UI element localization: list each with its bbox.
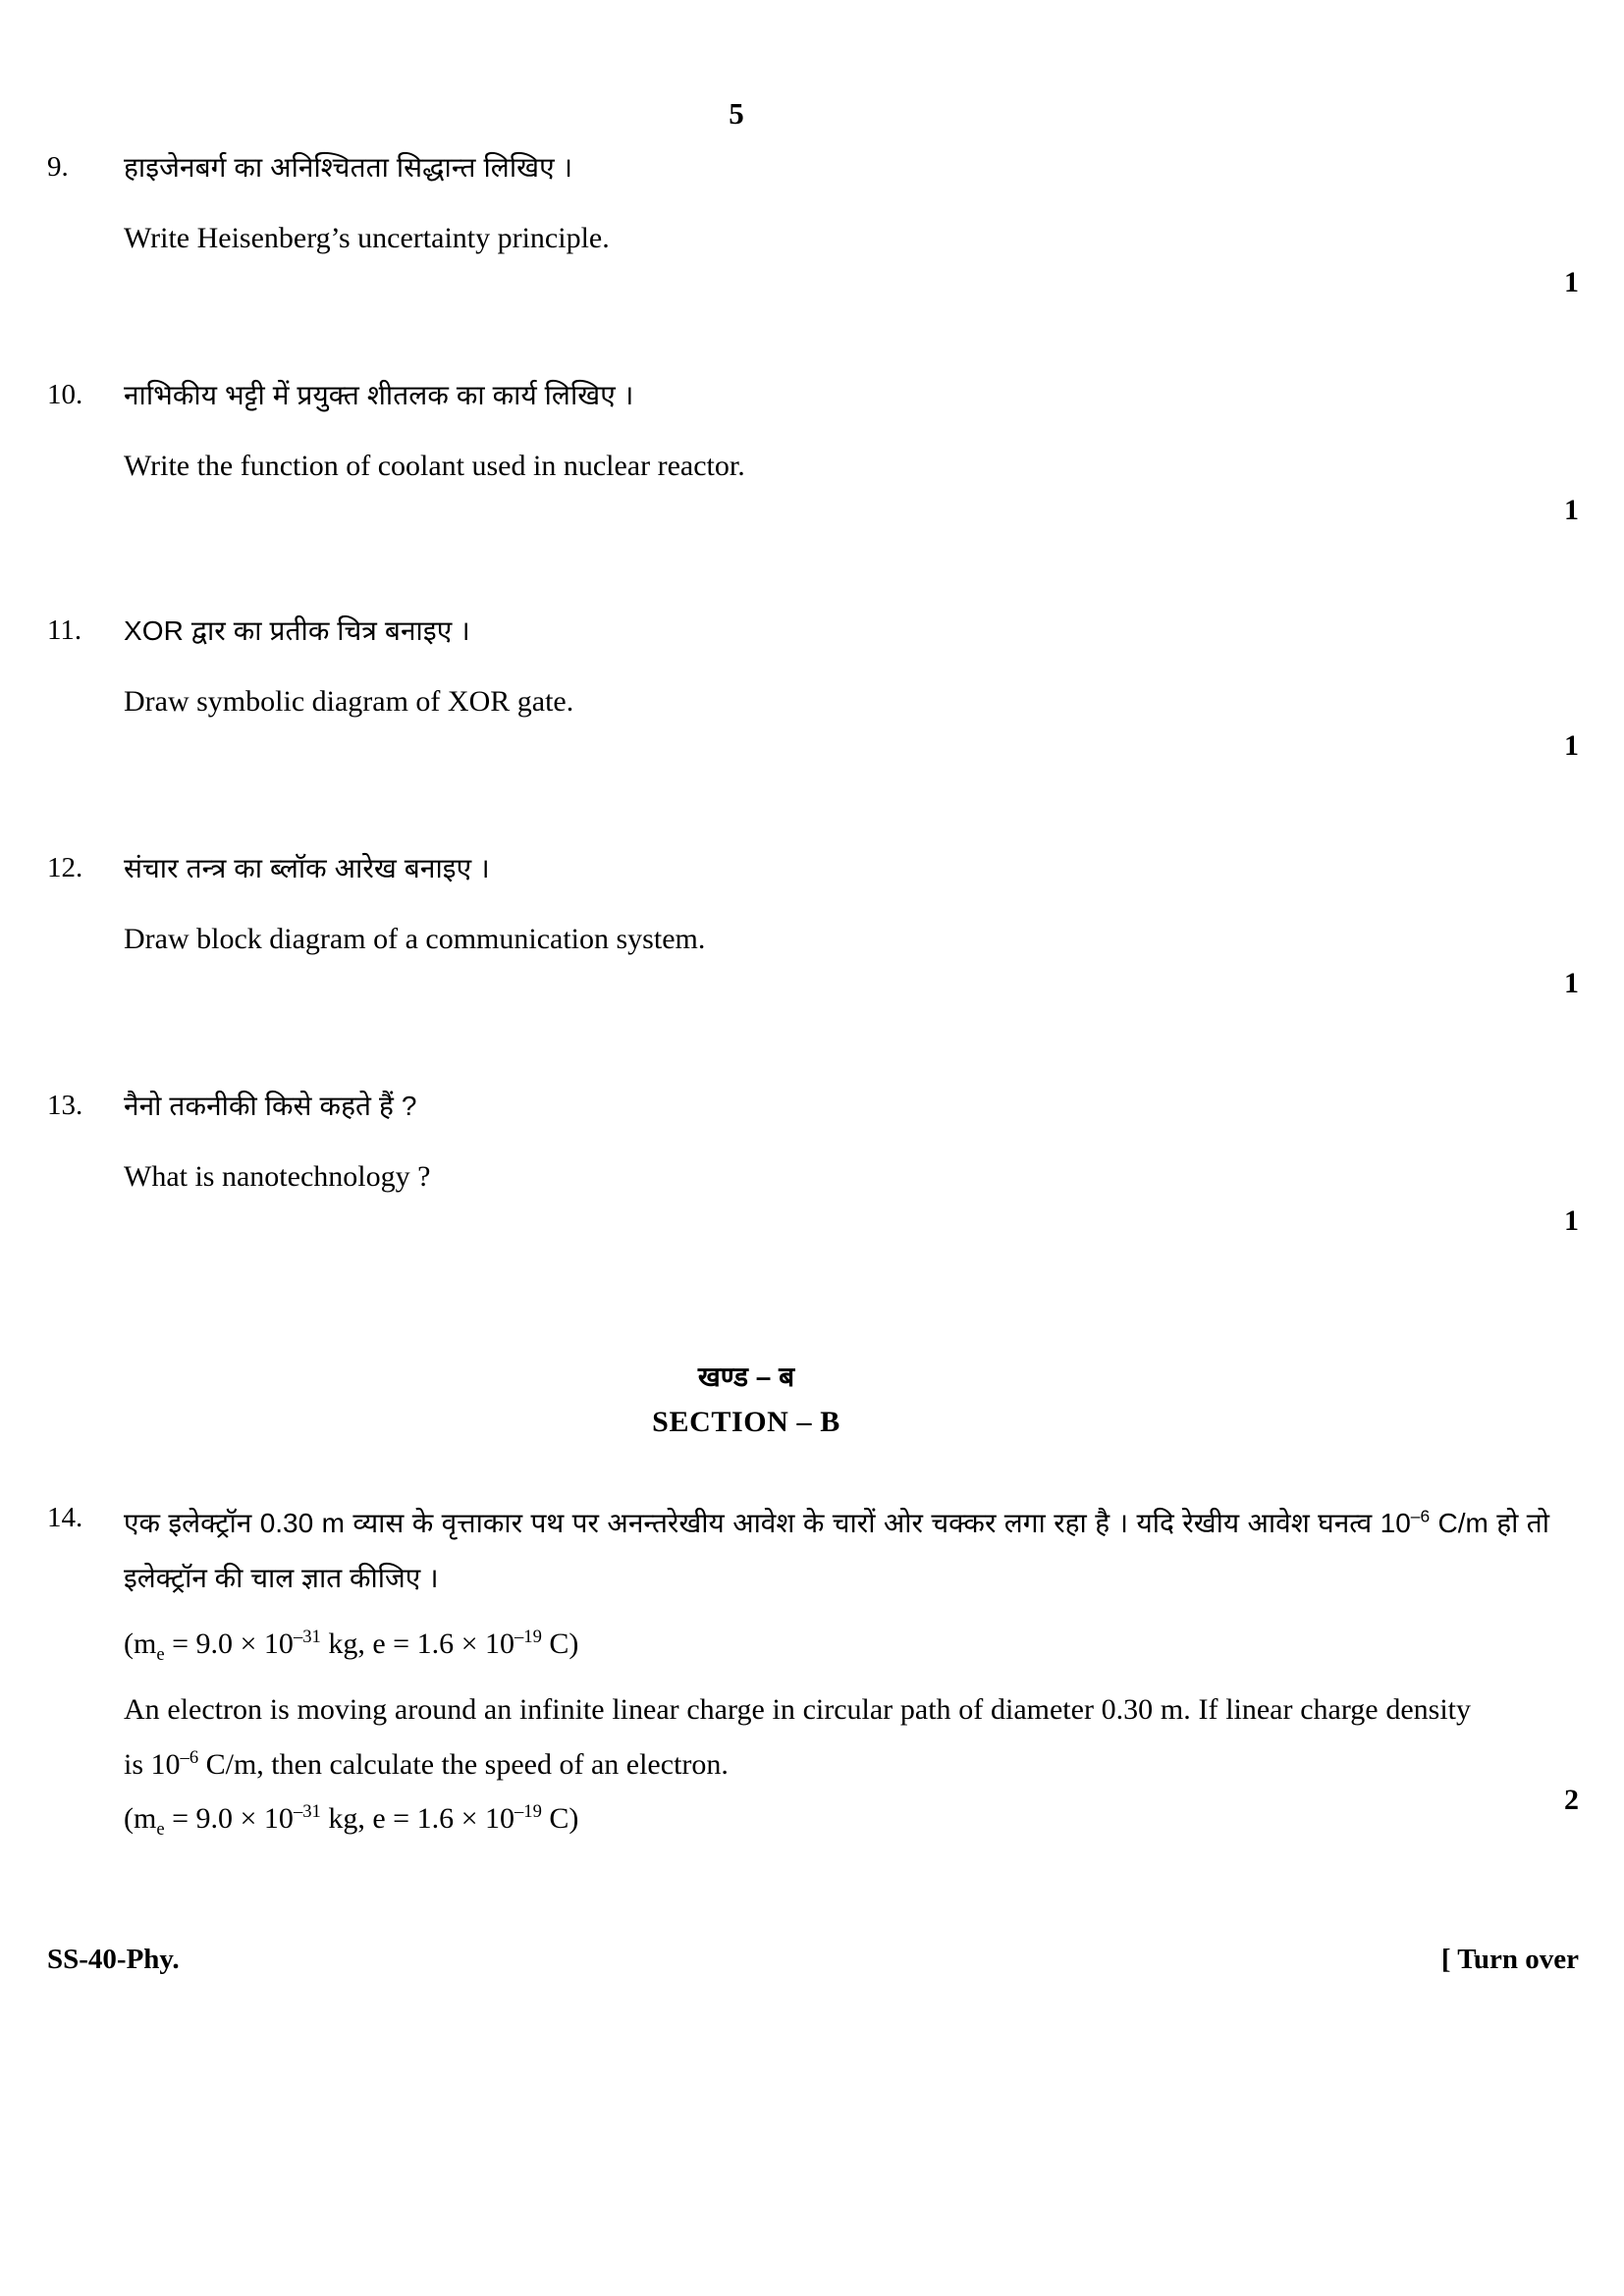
question-text-english: Write Heisenberg’s uncertainty principle. xyxy=(124,222,610,254)
question-marks: 1 xyxy=(1564,1204,1579,1237)
page-number: 5 xyxy=(729,96,744,131)
question14-hindi-part2: C/m हो तो इलेक्ट्रॉन की चाल ज्ञात कीजिए । xyxy=(124,1508,1549,1593)
spacer xyxy=(124,1129,1579,1154)
question-block-10 xyxy=(47,373,1579,526)
formula-suffix: C) xyxy=(541,1628,579,1660)
question-marks: 1 xyxy=(1564,967,1579,999)
question-marks: 1 xyxy=(1564,266,1579,298)
question-marks: 1 xyxy=(1564,729,1579,762)
spacer xyxy=(124,190,1579,216)
question-number: 14. xyxy=(47,1502,83,1533)
formula-prefix: (m xyxy=(124,1628,157,1660)
turn-over-label: [ Turn over xyxy=(1440,1944,1579,1975)
question-number: 13. xyxy=(47,1090,83,1121)
spacer xyxy=(124,1606,1579,1618)
question14-hindi-exponent: –6 xyxy=(1410,1506,1431,1526)
question-body xyxy=(124,145,1579,261)
formula-exponent-2: –19 xyxy=(514,1627,542,1647)
question-text-english: Write the function of coolant used in nuclear reactor. xyxy=(124,450,745,482)
question-block-9 xyxy=(47,145,1579,298)
question-row xyxy=(47,609,1579,762)
question-text-english: Draw block diagram of a communication system. xyxy=(124,923,706,955)
section-heading-hindi: खण्ड – ब xyxy=(697,1362,795,1392)
question-row xyxy=(47,846,1579,999)
formula-exponent-1: –31 xyxy=(293,1627,321,1647)
question14-constants-english xyxy=(124,1792,1579,1845)
question14-text-english xyxy=(124,1682,1579,1792)
formula-mid1: = 9.0 × 10 xyxy=(164,1802,294,1835)
formula-exponent-1: –31 xyxy=(293,1801,321,1822)
spacer xyxy=(124,1671,1579,1682)
question-block-13 xyxy=(47,1084,1579,1237)
question14-text-hindi xyxy=(124,1496,1579,1606)
question-body xyxy=(124,1084,1579,1200)
question-text-hindi: नैनो तकनीकी किसे कहते हैं ? xyxy=(124,1091,417,1121)
question14-english-part2: C/m, then calculate the speed of an electron. xyxy=(198,1748,729,1781)
spacer xyxy=(124,654,1579,679)
formula-subscript: e xyxy=(156,1644,165,1665)
question14-english-part1: An electron is moving around an infinite linear charge in circular path of diameter 0.30 m. If linear charge density is 10 xyxy=(124,1693,1471,1781)
question-number: 12. xyxy=(47,852,83,883)
question-row xyxy=(47,145,1579,298)
section-heading xyxy=(0,1358,1492,1448)
formula-suffix: C) xyxy=(541,1802,579,1835)
formula-mid2: kg, e = 1.6 × 10 xyxy=(320,1628,514,1660)
question-block-12 xyxy=(47,846,1579,999)
question-number: 11. xyxy=(47,614,82,646)
question-body xyxy=(124,373,1579,489)
question-marks: 2 xyxy=(1564,1784,1579,1816)
paper-code: SS-40-Phy. xyxy=(47,1944,180,1975)
question14-constants-hindi xyxy=(124,1618,1579,1671)
question-text-hindi: नाभिकीय भट्टी में प्रयुक्त शीतलक का कार्य लिखिए । xyxy=(124,380,634,410)
question-number: 10. xyxy=(47,379,83,410)
question14-hindi-part1: एक इलेक्ट्रॉन 0.30 m व्यास के वृत्ताकार पथ पर अनन्तरेखीय आवेश के चारों ओर चक्कर लगा रहा है । यदि रेखीय आवेश घनत्व 10 xyxy=(124,1508,1411,1538)
question-text-hindi: संचार तन्त्र का ब्लॉक आरेख बनाइए । xyxy=(124,853,490,883)
formula-subscript: e xyxy=(156,1819,165,1840)
page-footer xyxy=(47,1944,1579,1976)
formula-prefix: (m xyxy=(124,1802,157,1835)
question-row xyxy=(47,1496,1579,1845)
question-body xyxy=(124,846,1579,962)
spacer xyxy=(124,891,1579,917)
section-heading-english: SECTION – B xyxy=(652,1406,840,1438)
question-body xyxy=(124,609,1579,724)
question14-english-exponent: –6 xyxy=(180,1747,199,1768)
question-block-14 xyxy=(47,1496,1579,1845)
question-text-english: What is nanotechnology ? xyxy=(124,1160,431,1193)
formula-exponent-2: –19 xyxy=(514,1801,542,1822)
question-marks: 1 xyxy=(1564,494,1579,526)
question-body xyxy=(124,1496,1579,1845)
formula-mid2: kg, e = 1.6 × 10 xyxy=(320,1802,514,1835)
question-row xyxy=(47,373,1579,526)
question-number: 9. xyxy=(47,151,69,183)
question-text-hindi: हाइजेनबर्ग का अनिश्चितता सिद्धान्त लिखिए । xyxy=(124,152,573,183)
formula-mid1: = 9.0 × 10 xyxy=(164,1628,294,1660)
spacer xyxy=(124,418,1579,444)
question-block-11 xyxy=(47,609,1579,762)
question-text-english: Draw symbolic diagram of XOR gate. xyxy=(124,685,574,718)
question-text-hindi: XOR द्वार का प्रतीक चित्र बनाइए । xyxy=(124,615,470,646)
question-row xyxy=(47,1084,1579,1237)
